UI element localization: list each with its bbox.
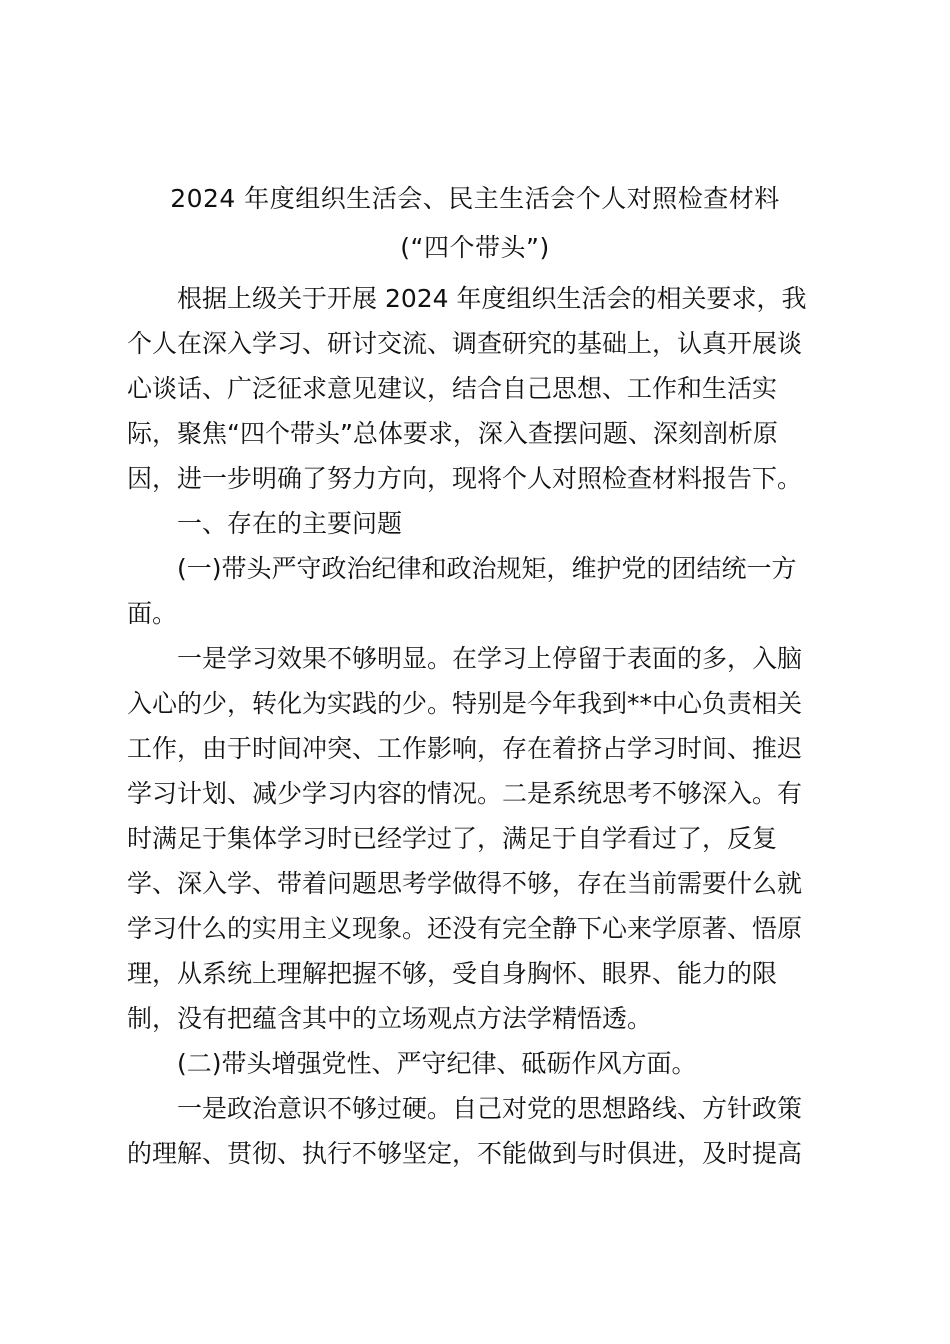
paragraph-line: 时满足于集体学习时已经学过了，满足于自学看过了，反复	[127, 824, 778, 853]
document-title: 2024 年度组织生活会、民主生活会个人对照检查材料	[170, 184, 780, 213]
paragraph-line: 制，没有把蕴含其中的立场观点方法学精悟透。	[127, 1004, 653, 1033]
paragraph-line: 的理解、贯彻、执行不够坚定，不能做到与时俱进，及时提高	[127, 1139, 803, 1168]
paragraph-line: 际，聚焦“四个带头”总体要求，深入查摆问题、深刻剖析原	[127, 419, 778, 448]
paragraph-line: 学习计划、减少学习内容的情况。二是系统思考不够深入。有	[127, 779, 803, 808]
paragraph-line: 学、深入学、带着问题思考学做得不够，存在当前需要什么就	[127, 869, 803, 898]
paragraph-line: 一是学习效果不够明显。在学习上停留于表面的多，入脑	[177, 644, 803, 673]
paragraph-line: 理，从系统上理解把握不够，受自身胸怀、眼界、能力的限	[127, 959, 778, 988]
subsection-heading: (二)带头增强党性、严守纪律、砥砺作风方面。	[177, 1049, 697, 1078]
paragraph-line: 工作，由于时间冲突、工作影响，存在着挤占学习时间、推迟	[127, 734, 803, 763]
paragraph-line: 学习什么的实用主义现象。还没有完全静下心来学原著、悟原	[127, 914, 803, 943]
subsection-heading: (一)带头严守政治纪律和政治规矩，维护党的团结统一方	[177, 554, 797, 583]
paragraph-line: 入心的少，转化为实践的少。特别是今年我到**中心负责相关	[127, 689, 803, 718]
paragraph-line: 心谈话、广泛征求意见建议，结合自己思想、工作和生活实	[127, 374, 778, 403]
paragraph-line: 一是政治意识不够过硬。自己对党的思想路线、方针政策	[177, 1094, 803, 1123]
paragraph-line: 因，进一步明确了努力方向，现将个人对照检查材料报告下。	[127, 464, 803, 493]
subsection-heading-cont: 面。	[127, 599, 178, 628]
section-heading: 一、存在的主要问题	[177, 509, 403, 538]
paragraph-line: 个人在深入学习、研讨交流、调查研究的基础上，认真开展谈	[127, 329, 803, 358]
document-subtitle: (“四个带头”)	[400, 233, 550, 262]
paragraph-line: 根据上级关于开展 2024 年度组织生活会的相关要求，我	[177, 284, 807, 313]
